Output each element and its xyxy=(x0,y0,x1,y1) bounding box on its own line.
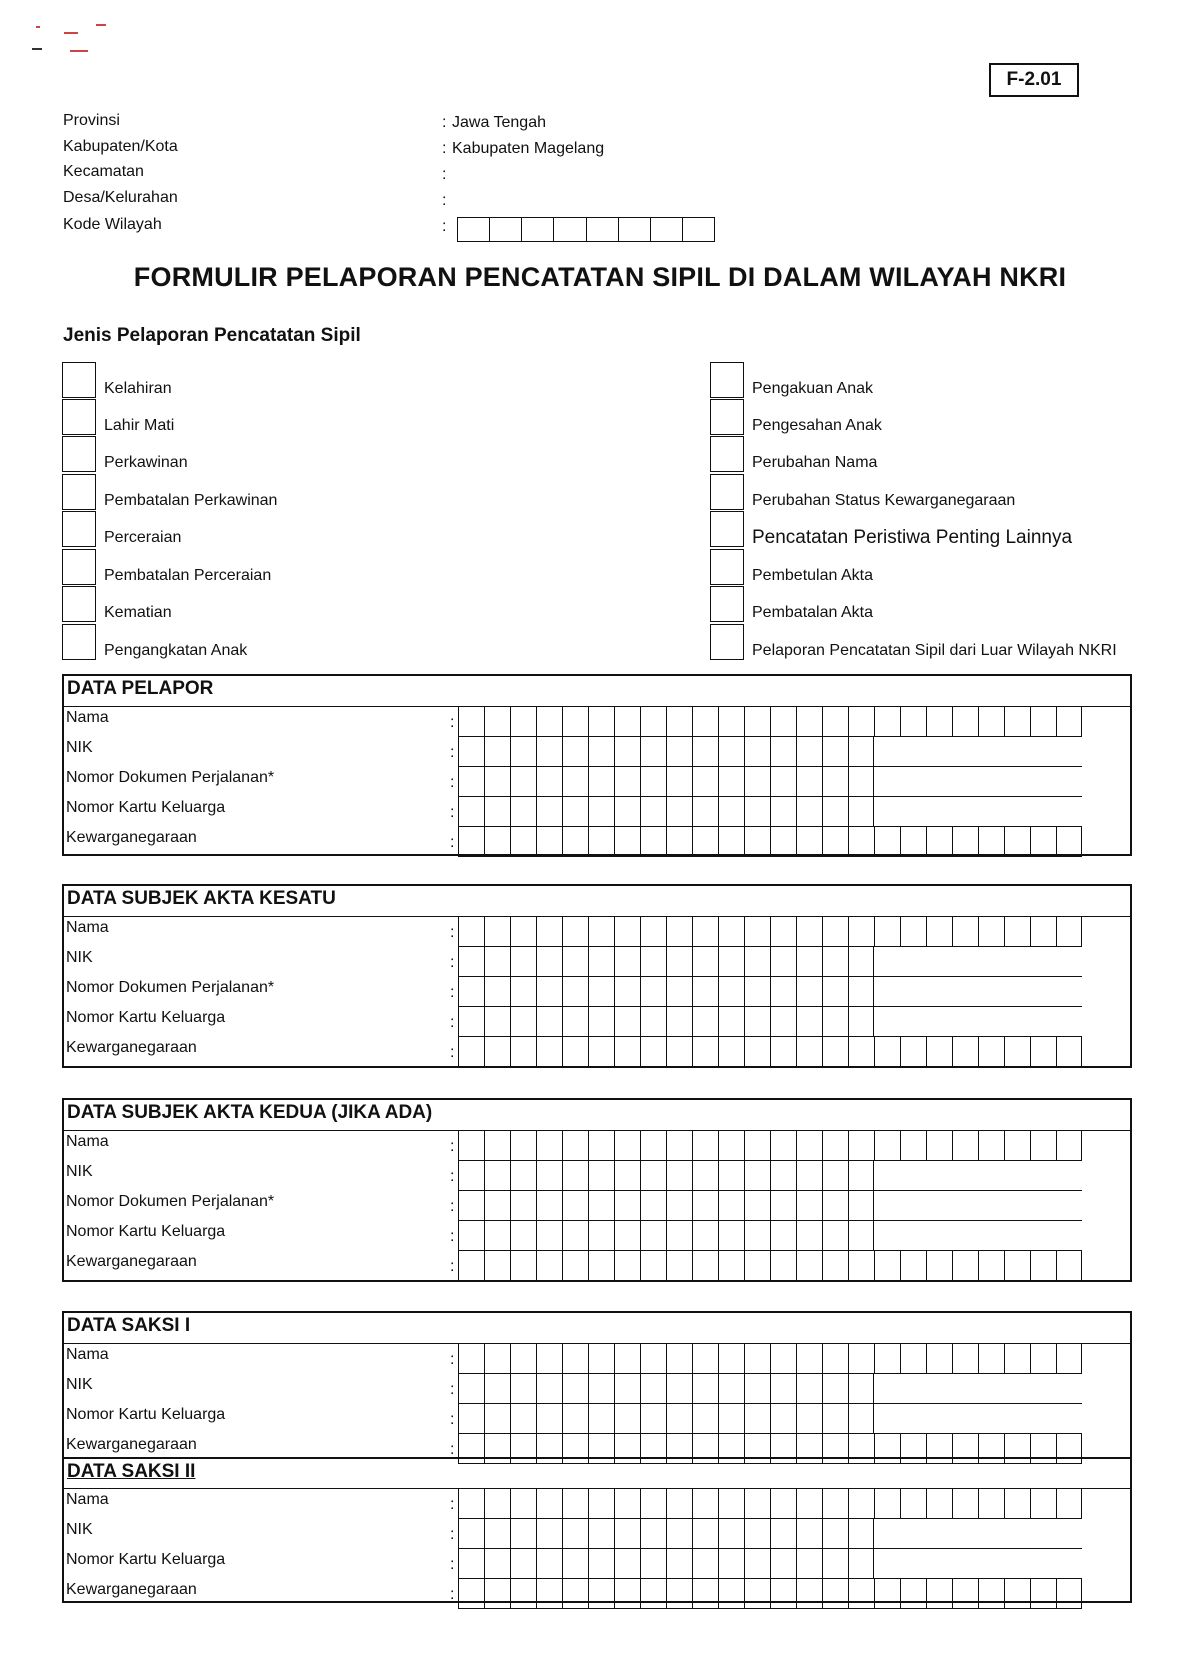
entry-row-nomor-dokumen-perjalanan[interactable] xyxy=(458,1191,1082,1221)
checkbox-label: Kelahiran xyxy=(104,380,172,397)
field-label-nama: Nama xyxy=(66,919,109,936)
entry-grid[interactable] xyxy=(458,1488,1082,1609)
checkbox-label: Pembatalan Perkawinan xyxy=(104,492,278,509)
field-colon: : xyxy=(450,924,455,941)
checkbox-pembatalan-perkawinan[interactable] xyxy=(62,474,96,510)
field-colon: : xyxy=(450,834,455,851)
field-colon: : xyxy=(450,714,455,731)
section-data-subjek-akta-kesatu xyxy=(62,884,1132,1068)
entry-grid[interactable] xyxy=(458,1343,1082,1464)
entry-row-nama[interactable] xyxy=(458,707,1082,737)
header-label-desa: Desa/Kelurahan xyxy=(63,189,178,206)
field-label-kewarganegaraan: Kewarganegaraan xyxy=(66,1581,197,1598)
form-title: FORMULIR PELAPORAN PENCATATAN SIPIL DI DALAM WILAYAH NKRI xyxy=(133,262,1067,292)
checkbox-label: Perceraian xyxy=(104,529,182,546)
checkbox-pengakuan-anak[interactable] xyxy=(710,362,744,398)
entry-row-kewarganegaraan[interactable] xyxy=(458,1251,1082,1281)
entry-row-nama[interactable] xyxy=(458,917,1082,947)
field-colon: : xyxy=(450,1526,455,1543)
section-data-saksi-ii xyxy=(62,1459,1132,1603)
field-label-kewarganegaraan: Kewarganegaraan xyxy=(66,1039,197,1056)
field-colon: : xyxy=(450,1044,455,1061)
checkbox-label: Pembetulan Akta xyxy=(752,567,873,584)
entry-grid[interactable] xyxy=(458,916,1082,1067)
checkbox-lahir-mati[interactable] xyxy=(62,399,96,435)
section-title: DATA SUBJEK AKTA KEDUA (JIKA ADA) xyxy=(67,1102,433,1123)
field-colon: : xyxy=(450,1411,455,1428)
section-title: DATA PELAPOR xyxy=(67,678,214,699)
field-colon: : xyxy=(450,954,455,971)
jenis-heading: Jenis Pelaporan Pencatatan Sipil xyxy=(63,325,361,346)
entry-row-nomor-kartu-keluarga[interactable] xyxy=(458,1549,1082,1579)
section-data-pelapor xyxy=(62,674,1132,856)
entry-row-kewarganegaraan[interactable] xyxy=(458,827,1082,857)
field-colon: : xyxy=(450,1381,455,1398)
checkbox-label: Pencatatan Peristiwa Penting Lainnya xyxy=(752,527,1073,548)
checkbox-pembatalan-perceraian[interactable] xyxy=(62,549,96,585)
entry-row-nomor-kartu-keluarga[interactable] xyxy=(458,1007,1082,1037)
field-label-nama: Nama xyxy=(66,709,109,726)
checkbox-pencatatan-peristiwa-penting-lainnya[interactable] xyxy=(710,511,744,547)
checkbox-pelaporan-pencatatan-sipil-dari-luar-wilayah-nkri[interactable] xyxy=(710,624,744,660)
checkbox-label: Lahir Mati xyxy=(104,417,175,434)
checkbox-label: Pembatalan Perceraian xyxy=(104,567,272,584)
kode-wilayah-boxes[interactable] xyxy=(457,217,715,242)
field-label-kewarganegaraan: Kewarganegaraan xyxy=(66,829,197,846)
checkbox-label: Pengakuan Anak xyxy=(752,380,873,397)
entry-row-kewarganegaraan[interactable] xyxy=(458,1037,1082,1067)
header-label-kabupaten: Kabupaten/Kota xyxy=(63,138,178,155)
field-colon: : xyxy=(450,804,455,821)
entry-row-nama[interactable] xyxy=(458,1344,1082,1374)
checkbox-label: Perubahan Nama xyxy=(752,454,878,471)
entry-row-kewarganegaraan[interactable] xyxy=(458,1579,1082,1609)
entry-grid[interactable] xyxy=(458,706,1082,857)
entry-row-nomor-dokumen-perjalanan[interactable] xyxy=(458,977,1082,1007)
field-colon: : xyxy=(450,1441,455,1458)
field-colon: : xyxy=(450,1168,455,1185)
field-label-nomor-kartu-keluarga: Nomor Kartu Keluarga xyxy=(66,1551,226,1568)
header-label-provinsi: Provinsi xyxy=(63,112,120,129)
section-title: DATA SAKSI I xyxy=(67,1315,191,1336)
entry-row-nik[interactable] xyxy=(458,947,1082,977)
form-code-label: F-2.01 xyxy=(989,63,1079,97)
checkbox-pembetulan-akta[interactable] xyxy=(710,549,744,585)
checkbox-pengesahan-anak[interactable] xyxy=(710,399,744,435)
field-label-nomor-kartu-keluarga: Nomor Kartu Keluarga xyxy=(66,1009,226,1026)
checkbox-kematian[interactable] xyxy=(62,586,96,622)
header-colon: : xyxy=(442,218,447,235)
field-colon: : xyxy=(450,1586,455,1603)
entry-row-nomor-kartu-keluarga[interactable] xyxy=(458,1404,1082,1434)
checkbox-perkawinan[interactable] xyxy=(62,436,96,472)
field-label-nomor-dokumen-perjalanan: Nomor Dokumen Perjalanan* xyxy=(66,769,275,786)
field-colon: : xyxy=(450,1138,455,1155)
field-colon: : xyxy=(450,1228,455,1245)
header-value-provinsi[interactable]: Jawa Tengah xyxy=(452,114,546,131)
checkbox-pengangkatan-anak[interactable] xyxy=(62,624,96,660)
entry-grid[interactable] xyxy=(458,1130,1082,1281)
entry-row-nama[interactable] xyxy=(458,1489,1082,1519)
checkbox-label: Perkawinan xyxy=(104,454,188,471)
checkbox-label: Kematian xyxy=(104,604,172,621)
scan-marks xyxy=(30,20,110,60)
section-title: DATA SAKSI II xyxy=(67,1461,196,1482)
field-label-nik: NIK xyxy=(66,1163,93,1180)
field-colon: : xyxy=(450,1556,455,1573)
checkbox-label: Pengesahan Anak xyxy=(752,417,882,434)
field-label-nama: Nama xyxy=(66,1491,109,1508)
field-colon: : xyxy=(450,1014,455,1031)
entry-row-nik[interactable] xyxy=(458,737,1082,767)
checkbox-perceraian[interactable] xyxy=(62,511,96,547)
checkbox-kelahiran[interactable] xyxy=(62,362,96,398)
entry-row-nik[interactable] xyxy=(458,1374,1082,1404)
field-colon: : xyxy=(450,984,455,1001)
field-colon: : xyxy=(450,1351,455,1368)
entry-row-nik[interactable] xyxy=(458,1161,1082,1191)
checkbox-label: Pembatalan Akta xyxy=(752,604,873,621)
field-colon: : xyxy=(450,774,455,791)
header-label-kode-wilayah: Kode Wilayah xyxy=(63,216,162,233)
header-colon: : xyxy=(442,166,447,183)
header-colon: : xyxy=(442,140,447,157)
field-label-nama: Nama xyxy=(66,1346,109,1363)
entry-row-nomor-kartu-keluarga[interactable] xyxy=(458,1221,1082,1251)
entry-row-nik[interactable] xyxy=(458,1519,1082,1549)
field-label-nik: NIK xyxy=(66,739,93,756)
field-colon: : xyxy=(450,1496,455,1513)
header-value-kabupaten[interactable]: Kabupaten Magelang xyxy=(452,140,605,157)
checkbox-pembatalan-akta[interactable] xyxy=(710,586,744,622)
checkbox-label: Perubahan Status Kewarganegaraan xyxy=(752,492,1016,509)
field-label-nomor-dokumen-perjalanan: Nomor Dokumen Perjalanan* xyxy=(66,979,275,996)
section-data-subjek-akta-kedua-jika-ada xyxy=(62,1098,1132,1282)
header-colon: : xyxy=(442,192,447,209)
entry-row-nama[interactable] xyxy=(458,1131,1082,1161)
section-data-saksi-i xyxy=(62,1311,1132,1459)
field-colon: : xyxy=(450,1198,455,1215)
field-label-nomor-dokumen-perjalanan: Nomor Dokumen Perjalanan* xyxy=(66,1193,275,1210)
field-label-nomor-kartu-keluarga: Nomor Kartu Keluarga xyxy=(66,1223,226,1240)
field-label-nik: NIK xyxy=(66,949,93,966)
entry-row-nomor-kartu-keluarga[interactable] xyxy=(458,797,1082,827)
field-label-nik: NIK xyxy=(66,1376,93,1393)
header-label-kecamatan: Kecamatan xyxy=(63,163,144,180)
field-label-kewarganegaraan: Kewarganegaraan xyxy=(66,1436,197,1453)
checkbox-perubahan-nama[interactable] xyxy=(710,436,744,472)
field-label-nik: NIK xyxy=(66,1521,93,1538)
field-label-nama: Nama xyxy=(66,1133,109,1150)
section-title: DATA SUBJEK AKTA KESATU xyxy=(67,888,336,909)
field-label-nomor-kartu-keluarga: Nomor Kartu Keluarga xyxy=(66,1406,226,1423)
field-colon: : xyxy=(450,1258,455,1275)
checkbox-label: Pengangkatan Anak xyxy=(104,642,248,659)
entry-row-nomor-dokumen-perjalanan[interactable] xyxy=(458,767,1082,797)
field-label-nomor-kartu-keluarga: Nomor Kartu Keluarga xyxy=(66,799,226,816)
checkbox-label: Pelaporan Pencatatan Sipil dari Luar Wilayah NKRI xyxy=(752,642,1117,659)
checkbox-perubahan-status-kewarganegaraan[interactable] xyxy=(710,474,744,510)
header-colon: : xyxy=(442,114,447,131)
field-colon: : xyxy=(450,744,455,761)
field-label-kewarganegaraan: Kewarganegaraan xyxy=(66,1253,197,1270)
